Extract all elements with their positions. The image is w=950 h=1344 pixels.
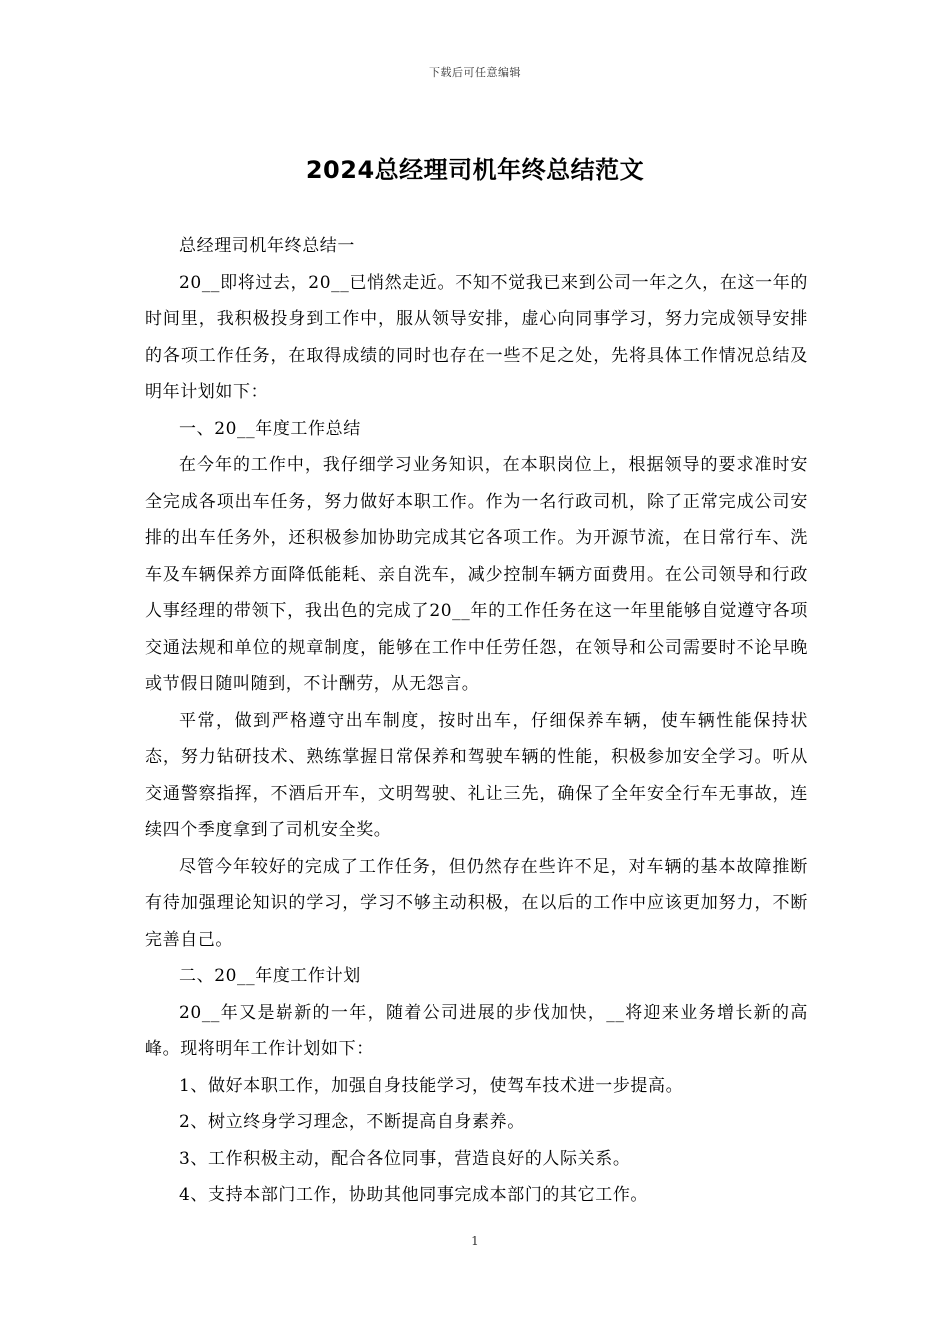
plan-item: 4、支持本部门工作，协助其他同事完成本部门的其它工作。 (179, 1185, 649, 1205)
section-heading: 一、20__年度工作总结 (179, 418, 361, 439)
section-heading: 总经理司机年终总结一 (179, 236, 355, 256)
paragraph: 20__年又是崭新的一年，随着公司进展的步伐加快，__将迎来业务增长新的高峰。现将明年工作计划如下： (145, 1002, 808, 1059)
section-heading: 二、20__年度工作计划 (179, 966, 361, 986)
plan-item: 2、树立终身学习理念，不断提高自身素养。 (179, 1112, 525, 1132)
paragraph: 20__即将过去，20__已悄然走近。不知不觉我已来到公司一年之久，在这一年的时间里，我积极投身到工作中，服从领导安排，虚心向同事学习，努力完成领导安排的各项工作任务，在取得成绩的同时也存在一些不足之处，先将具体工作情况总结及明年计划如下： (145, 272, 808, 402)
document-body (145, 228, 808, 1214)
paragraph: 在今年的工作中，我仔细学习业务知识，在本职岗位上，根据领导的要求准时安全完成各项出车任务，努力做好本职工作。作为一名行政司机，除了正常完成公司安排的出车任务外，还积极参加协助完成其它各项工作。为开源节流，在日常行车、洗车及车辆保养方面降低能耗、亲自洗车，减少控制车辆方面费用。在公司领导和行政人事经理的带领下，我出色的完成了20__年的工作任务在这一年里能够自觉遵守各项交通法规和单位的规章制度，能够在工作中任劳任怨，在领导和公司需要时不论早晚或节假日随叫随到，不计酬劳，从无怨言。 (145, 455, 808, 694)
plan-item: 1、做好本职工作，加强自身技能学习，使驾车技术进一步提高。 (179, 1075, 684, 1096)
paragraph: 平常，做到严格遵守出车制度，按时出车，仔细保养车辆，使车辆性能保持状态，努力钻研技术、熟练掌握日常保养和驾驶车辆的性能，积极参加安全学习。听从交通警察指挥，不酒后开车，文明驾驶、礼让三先，确保了全年安全行车无事故，连续四个季度拿到了司机安全奖。 (145, 710, 808, 840)
paragraph: 尽管今年较好的完成了工作任务，但仍然存在些许不足，对车辆的基本故障推断有待加强理论知识的学习，学习不够主动积极，在以后的工作中应该更加努力，不断完善自己。 (145, 856, 808, 950)
document-title: 2024总经理司机年终总结范文 (305, 156, 645, 184)
plan-item: 3、工作积极主动，配合各位同事，营造良好的人际关系。 (179, 1148, 631, 1169)
page-number: 1 (471, 1234, 479, 1248)
header-note: 下载后可任意编辑 (429, 66, 521, 79)
